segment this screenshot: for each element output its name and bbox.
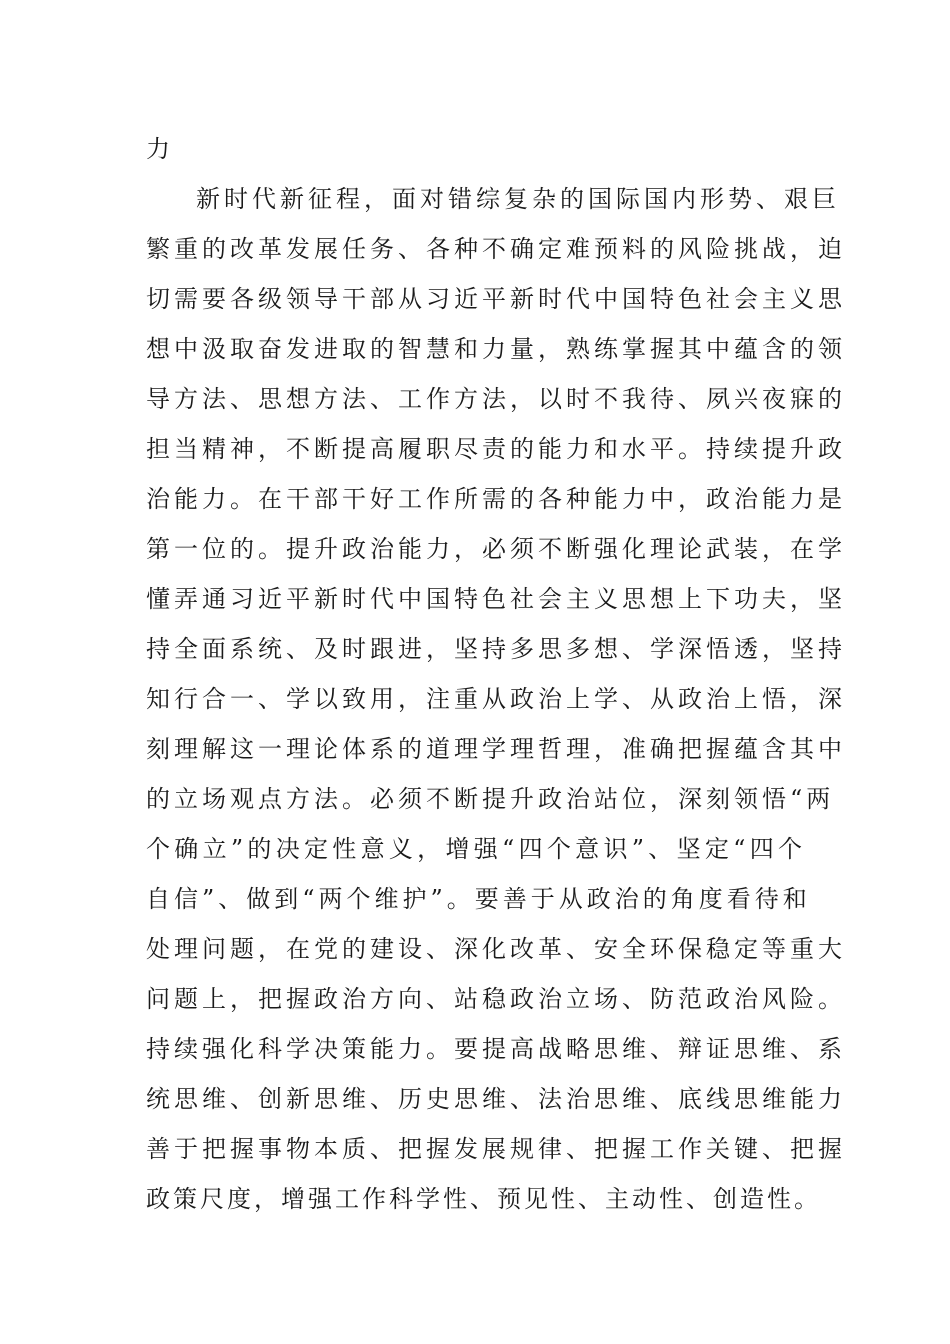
text-line: 治能力。在干部干好工作所需的各种能力中，政治能力是 xyxy=(146,485,846,513)
paragraph-first-line: 新时代新征程，面对错综复杂的国际国内形势、艰巨 xyxy=(196,185,840,213)
text-line: 切需要各级领导干部从习近平新时代中国特色社会主义思 xyxy=(146,285,846,313)
text-line: 个确立”的决定性意义，增强“四个意识”、坚定“四个 xyxy=(146,835,806,863)
body-text xyxy=(146,124,846,1224)
text-line: 繁重的改革发展任务、各种不确定难预料的风险挑战，迫 xyxy=(146,235,846,263)
text-line: 的立场观点方法。必须不断提升政治站位，深刻领悟“两 xyxy=(146,785,835,813)
text-line: 导方法、思想方法、工作方法，以时不我待、夙兴夜寐的 xyxy=(146,385,846,413)
text-line: 统思维、创新思维、历史思维、法治思维、底线思维能力 xyxy=(146,1085,846,1113)
text-line: 刻理解这一理论体系的道理学理哲理，准确把握蕴含其中 xyxy=(146,735,846,763)
text-line: 想中汲取奋发进取的智慧和力量，熟练掌握其中蕴含的领 xyxy=(146,335,846,363)
text-line: 担当精神，不断提高履职尽责的能力和水平。持续提升政 xyxy=(146,435,846,463)
text-line: 力 xyxy=(146,135,174,163)
text-line: 政策尺度，增强工作科学性、预见性、主动性、创造性。 xyxy=(146,1185,821,1213)
text-line: 善于把握事物本质、把握发展规律、把握工作关键、把握 xyxy=(146,1135,846,1163)
text-line: 持续强化科学决策能力。要提高战略思维、辩证思维、系 xyxy=(146,1035,846,1063)
text-line: 问题上，把握政治方向、站稳政治立场、防范政治风险。 xyxy=(146,985,846,1013)
text-line: 自信”、做到“两个维护”。要善于从政治的角度看待和 xyxy=(146,885,811,913)
text-line: 知行合一、学以致用，注重从政治上学、从政治上悟，深 xyxy=(146,685,846,713)
text-line: 第一位的。提升政治能力，必须不断强化理论武装，在学 xyxy=(146,535,846,563)
text-line: 懂弄通习近平新时代中国特色社会主义思想上下功夫，坚 xyxy=(146,585,846,613)
text-line: 持全面系统、及时跟进，坚持多思多想、学深悟透，坚持 xyxy=(146,635,846,663)
text-line: 处理问题，在党的建设、深化改革、安全环保稳定等重大 xyxy=(146,935,846,963)
